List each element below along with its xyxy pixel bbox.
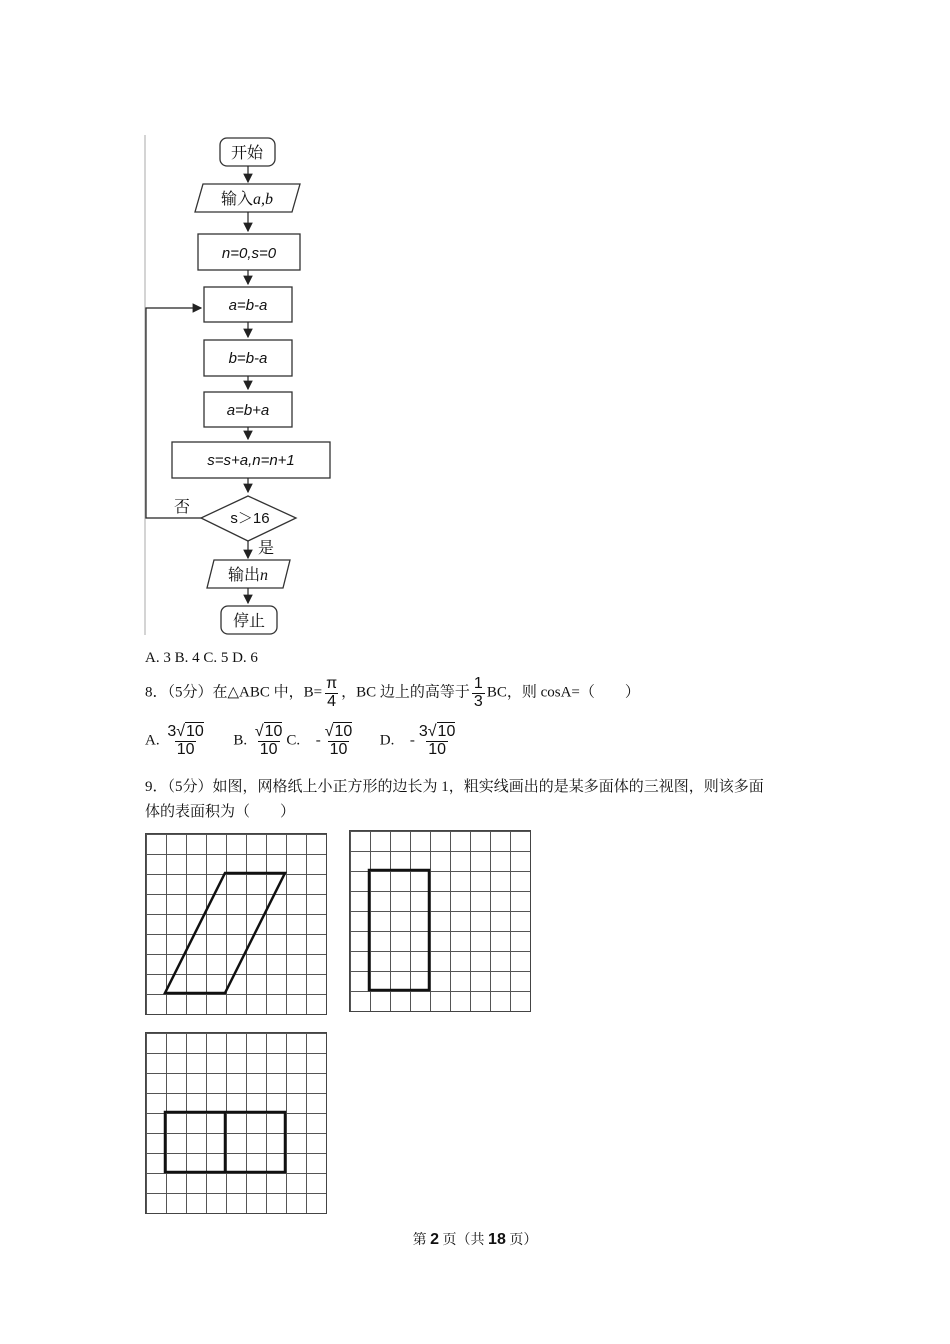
step1-label: a=b-a [228, 297, 268, 314]
output-label: 输出n [227, 567, 269, 584]
q8-angle-num: π [326, 675, 338, 692]
q9-line2: 体的表面积为（ ） [145, 804, 296, 820]
q8-option-c-sign: - [315, 732, 321, 749]
q8-angle-den: 4 [327, 692, 337, 710]
step3-label: a=b+a [226, 402, 270, 419]
q8-option-d-value: $\frac{3√10}{10}$ [418, 723, 456, 758]
q8-suffix: BC，则 cosA=（ ） [486, 684, 640, 701]
q8-option-c-value: $\frac{√10}{10}$ [324, 723, 353, 758]
no-branch-line [146, 308, 201, 518]
q8-option-a-label: A. [145, 732, 160, 749]
q8-height-num: 1 [473, 675, 483, 692]
no-label: 否 [173, 499, 191, 516]
side-view-shape [349, 830, 531, 1012]
q8-mid: ，BC 边上的高等于 [341, 684, 470, 701]
q8-option-a-value: $\frac{3√10}{10}$ [167, 723, 204, 758]
input-label: 输入a,b [220, 191, 274, 208]
page-footer: 第 2 页（共 18 页） [412, 1231, 538, 1248]
init-label: n=0,s=0 [221, 245, 277, 262]
step4-label: s=s+a,n=n+1 [207, 452, 295, 469]
decision-label: s＞16 [230, 510, 270, 527]
stop-label: 停止 [232, 613, 266, 630]
page-number: 2 [430, 1231, 440, 1248]
q8-options [145, 724, 459, 759]
q8-option-d-label: D. [379, 732, 395, 749]
q8-height-den: 3 [473, 692, 483, 710]
q8-height-fraction [472, 676, 485, 711]
top-view-shape [145, 1032, 327, 1214]
q7-options: A. 3 B. 4 C. 5 D. 6 [145, 650, 258, 666]
step2-label: b=b-a [228, 350, 268, 367]
q8-angle-fraction [324, 676, 339, 711]
start-label: 开始 [230, 145, 264, 162]
front-view-shape [145, 833, 327, 1015]
q8-stem [145, 676, 640, 711]
page-total: 18 [488, 1231, 506, 1248]
q8-option-c-label: C. [286, 732, 301, 749]
yes-label: 是 [257, 540, 275, 557]
flowchart [140, 130, 350, 640]
q9-line1: 9．（5分）如图，网格纸上小正方形的边长为 1，粗实线画出的是某多面体的三视图，则该多面 [145, 779, 764, 795]
q8-prefix: 8．（5分）在△ABC 中，B= [145, 684, 323, 701]
q8-option-b-value: $\frac{√10}{10}$ [254, 723, 283, 758]
q8-option-b-label: B. [233, 732, 248, 749]
q8-option-d-sign: - [409, 732, 415, 749]
